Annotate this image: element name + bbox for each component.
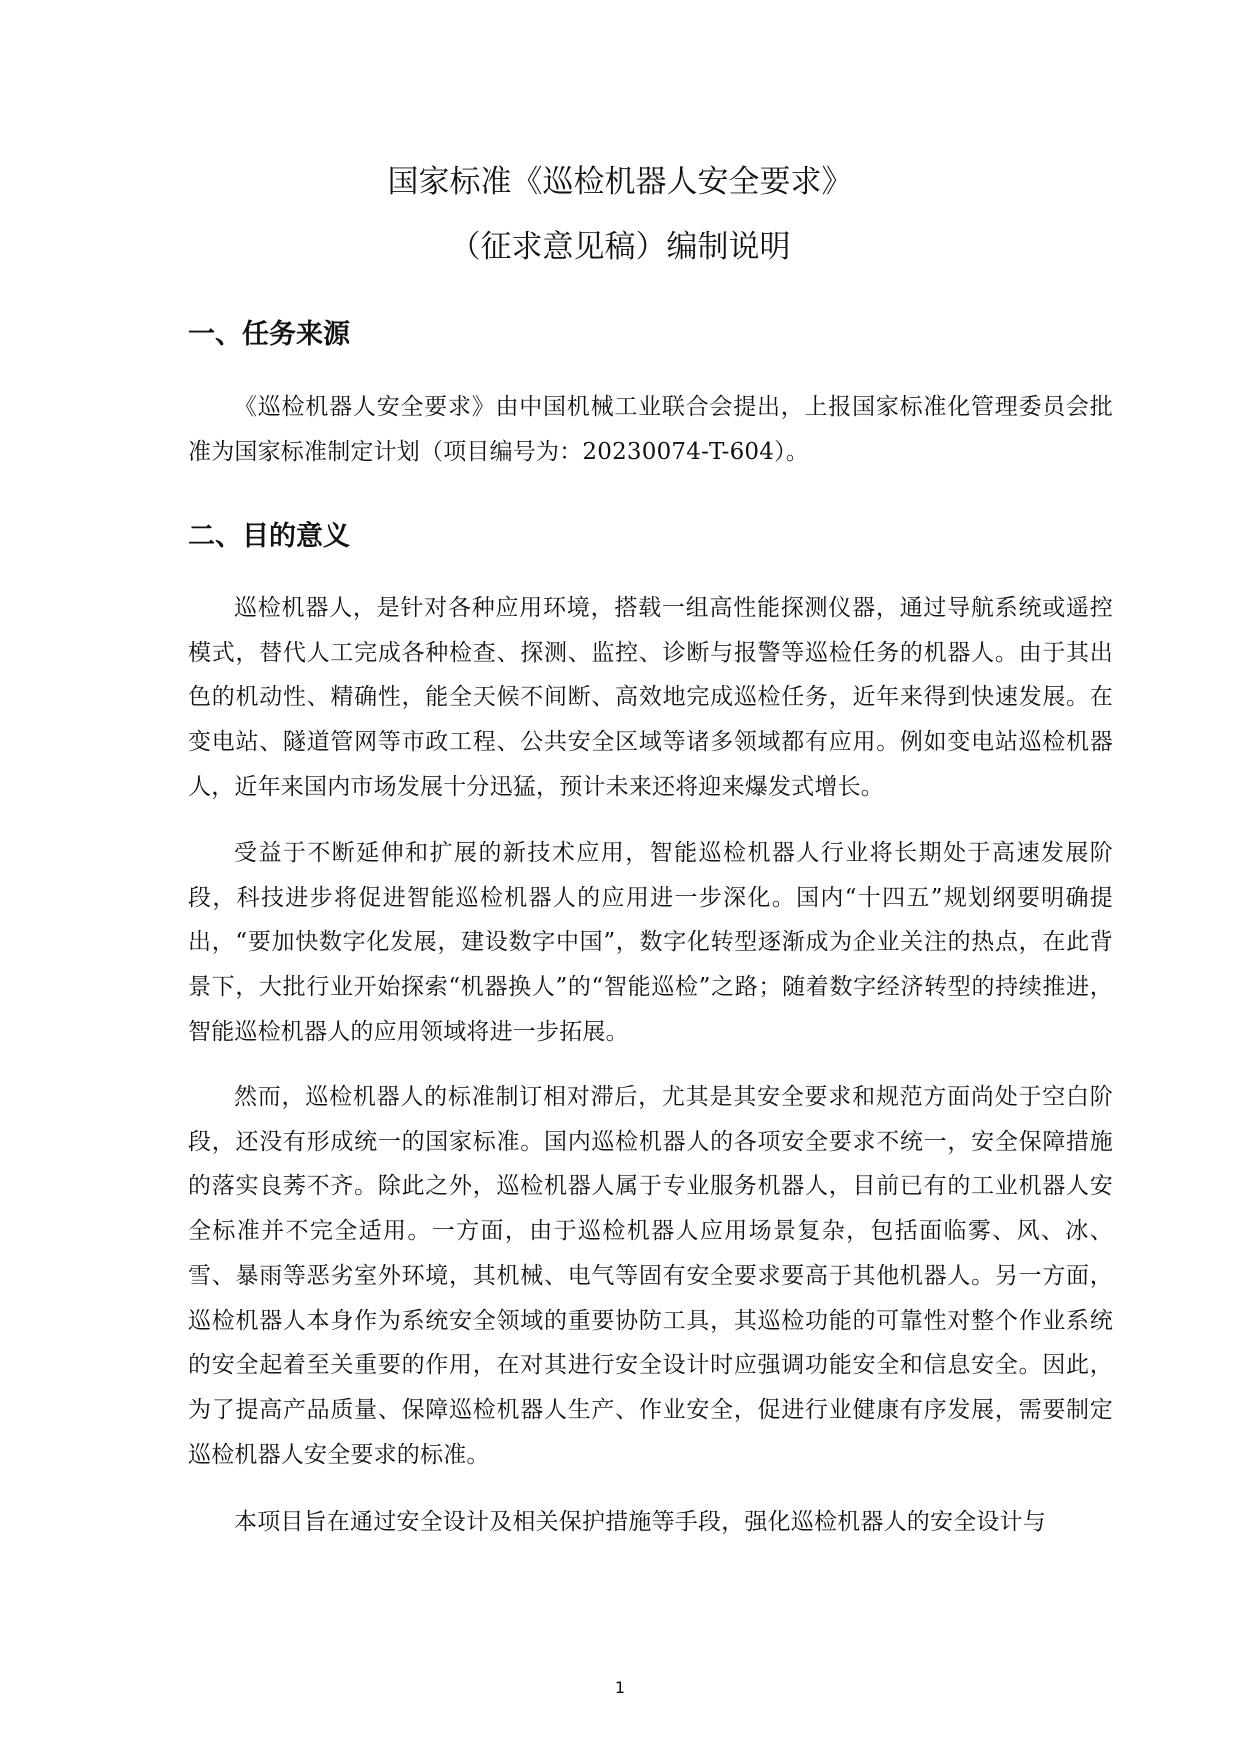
document-title-line-2: （征求意见稿）编制说明 [449,229,791,265]
paragraph-purpose-2: 受益于不断延伸和扩展的新技术应用，智能巡检机器人行业将长期处于高速发展阶段，科技进步将促进智能巡检机器人的应用进一步深化。国内“十四五”规划纲要明确提出，“要加快数字化发展，建设数字中国”，数字化转型逐渐成为企业关注的热点，在此背景下，大批行业开始探索“机器换人”的“智能巡检”之路；随着数字经济转型的持续推进，智能巡检机器人的应用领域将进一步拓展。 [188,840,1113,1045]
document-title-line-1: 国家标准《巡检机器人安全要求》 [387,164,853,200]
section-heading-task-source: 一、任务来源 [188,319,350,350]
page-number: 1 [614,1678,626,1697]
paragraph-purpose-1: 巡检机器人，是针对各种应用环境，搭载一组高性能探测仪器，通过导航系统或遥控模式，替代人工完成各种检查、探测、监控、诊断与报警等巡检任务的机器人。由于其出色的机动性、精确性，能全天候不间断、高效地完成巡检任务，近年来得到快速发展。在变电站、隧道管网等市政工程、公共安全区域等诸多领域都有应用。例如变电站巡检机器人，近年来国内市场发展十分迅猛，预计未来还将迎来爆发式增长。 [188,595,1113,800]
paragraph-task-source: 《巡检机器人安全要求》由中国机械工业联合会提出，上报国家标准化管理委员会批准为国家标准制定计划（项目编号为：20230074-T-604）。 [188,394,1113,465]
section-heading-purpose: 二、目的意义 [188,521,350,552]
paragraph-purpose-4: 本项目旨在通过安全设计及相关保护措施等手段，强化巡检机器人的安全设计与 [234,1509,1046,1535]
paragraph-purpose-3: 然而，巡检机器人的标准制订相对滞后，尤其是其安全要求和规范方面尚处于空白阶段，还没有形成统一的国家标准。国内巡检机器人的各项安全要求不统一，安全保障措施的落实良莠不齐。除此之外，巡检机器人属于专业服务机器人，目前已有的工业机器人安全标准并不完全适用。一方面，由于巡检机器人应用场景复杂，包括面临雾、风、冰、雪、暴雨等恶劣室外环境，其机械、电气等固有安全要求要高于其他机器人。另一方面，巡检机器人本身作为系统安全领域的重要协防工具，其巡检功能的可靠性对整个作业系统的安全起着至关重要的作用，在对其进行安全设计时应强调功能安全和信息安全。因此，为了提高产品质量、保障巡检机器人生产、作业安全，促进行业健康有序发展，需要制定巡检机器人安全要求的标准。 [188,1084,1113,1468]
